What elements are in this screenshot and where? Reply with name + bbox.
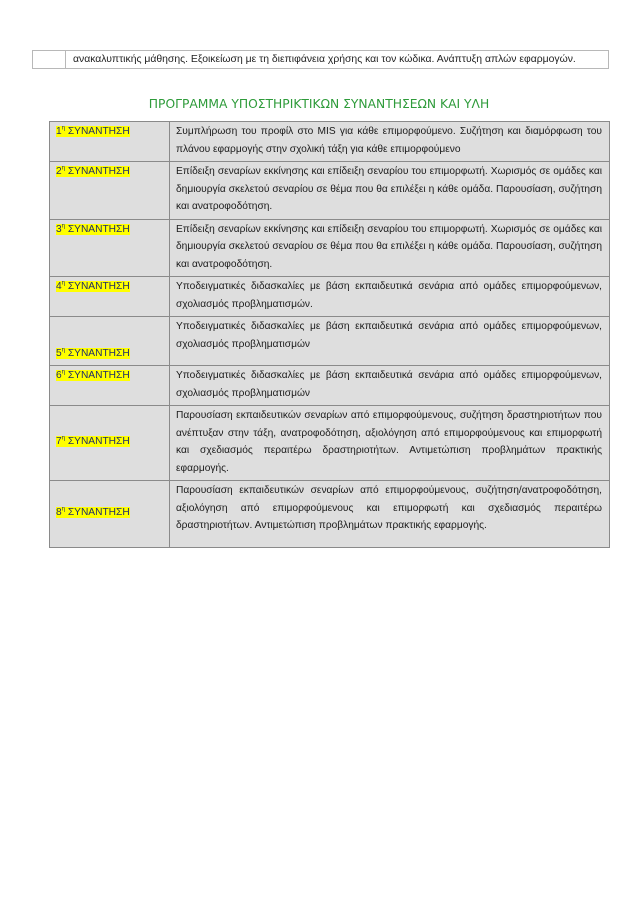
- meeting-word: ΣΥΝΑΝΤΗΣΗ: [67, 166, 130, 177]
- meeting-description: Παρουσίαση εκπαιδευτικών σεναρίων από επιμορφούμενους, συζήτηση δραστηριοτήτων που ανέπτυξαν στην τάξη, ανατροφοδότηση, αξιολόγηση από επιμορφούμενους και επιμορφωτή και σχεδιασμός περαιτέρω δραστηριοτήτων. Αντιμετώπιση προβλημάτων πρακτικής εφαρμογής.: [170, 406, 610, 481]
- table-row: [50, 277, 610, 317]
- meeting-description: Υποδειγματικές διδασκαλίες με βάση εκπαιδευτικά σενάρια από ομάδες επιμορφούμενων, σχολιασμός προβληματισμών: [170, 317, 610, 366]
- meeting-label-cell: [50, 122, 170, 162]
- meeting-word: ΣΥΝΑΝΤΗΣΗ: [67, 370, 130, 381]
- meeting-word: ΣΥΝΑΝΤΗΣΗ: [67, 507, 130, 518]
- page-title: ΠΡΟΓΡΑΜΜΑ ΥΠΟΣΤΗΡΙΚΤΙΚΩΝ ΣΥΝΑΝΤΗΣΕΩΝ ΚΑΙ ΥΛΗ: [148, 97, 490, 111]
- table-row: [50, 481, 610, 548]
- meeting-description: Συμπλήρωση του προφίλ στο MIS για κάθε επιμορφούμενο. Συζήτηση και διαμόρφωση του πλάνου εφαρμογής στην σχολική τάξη για κάθε επιμορφούμενο: [170, 122, 610, 162]
- table-row: [50, 219, 610, 277]
- meeting-label: [56, 348, 130, 359]
- meeting-label-cell: [50, 481, 170, 548]
- meeting-label-cell: [50, 366, 170, 406]
- meeting-word: ΣΥΝΑΝΤΗΣΗ: [67, 436, 130, 448]
- previous-table-row: [32, 50, 609, 69]
- meeting-label-cell: [50, 317, 170, 366]
- meeting-label: [56, 166, 130, 177]
- meeting-word: ΣΥΝΑΝΤΗΣΗ: [67, 281, 130, 292]
- table-row: [50, 122, 610, 162]
- table-row: [50, 406, 610, 481]
- meeting-label: [56, 507, 130, 518]
- meeting-description: Παρουσίαση εκπαιδευτικών σεναρίων από επιμορφούμενους, συζήτηση/ανατροφοδότηση, αξιολόγηση από επιμορφούμενους και επιμορφωτή και σχεδιασμός περαιτέρω δραστηριοτήτων. Αντιμετώπιση προβλημάτων πρακτικής εφαρμογής.: [170, 481, 610, 548]
- meeting-label-cell: [50, 406, 170, 481]
- meeting-label-cell: [50, 219, 170, 277]
- meeting-label: [56, 224, 130, 235]
- meeting-word: ΣΥΝΑΝΤΗΣΗ: [67, 223, 130, 235]
- meeting-number: 2: [56, 166, 62, 177]
- meeting-number: 5: [56, 347, 62, 359]
- previous-row-text: ανακαλυπτικής μάθησης. Εξοικείωση με τη διεπιφάνεια χρήσης και τον κώδικα. Ανάπτυξη απλών εφαρμογών.: [73, 54, 576, 65]
- meeting-number: 1: [56, 126, 62, 137]
- meeting-label-cell: [50, 277, 170, 317]
- meeting-ordinal: η: [61, 435, 66, 442]
- meeting-ordinal: η: [61, 280, 66, 287]
- meetings-table: [49, 121, 610, 548]
- meeting-description: Επίδειξη σεναρίων εκκίνησης και επίδειξη σεναρίου του επιμορφωτή. Χωρισμός σε ομάδες και δημιουργία σκελετού σεναρίου σε θέμα που θα επιλέξει η κάθε ομάδα. Παρουσίαση, συζήτηση και ανατροφοδότηση.: [170, 219, 610, 277]
- table-row: [50, 162, 610, 220]
- table-row: [50, 366, 610, 406]
- meeting-label: [56, 370, 130, 381]
- table-row: [50, 317, 610, 366]
- meeting-number: 7: [56, 436, 62, 448]
- meeting-ordinal: η: [61, 347, 66, 354]
- meeting-description: Υποδειγματικές διδασκαλίες με βάση εκπαιδευτικά σενάρια από ομάδες επιμορφούμενων, σχολιασμός προβληματισμών.: [170, 277, 610, 317]
- meeting-label: [56, 436, 130, 447]
- meeting-label: [56, 126, 130, 137]
- meeting-ordinal: η: [61, 223, 66, 230]
- meeting-description: Υποδειγματικές διδασκαλίες με βάση εκπαιδευτικά σενάρια από ομάδες επιμορφούμενων, σχολιασμός προβληματισμών: [170, 366, 610, 406]
- meeting-label: [56, 281, 130, 292]
- previous-row-empty-cell: [33, 51, 66, 68]
- meeting-description: Επίδειξη σεναρίων εκκίνησης και επίδειξη σεναρίου του επιμορφωτή. Χωρισμός σε ομάδες και δημιουργία σκελετού σεναρίου σε θέμα που θα επιλέξει η κάθε ομάδα. Παρουσίαση, συζήτηση και ανατροφοδότηση.: [170, 162, 610, 220]
- meeting-word: ΣΥΝΑΝΤΗΣΗ: [67, 126, 130, 137]
- meeting-ordinal: η: [61, 369, 66, 376]
- meeting-label-cell: [50, 162, 170, 220]
- meeting-ordinal: η: [61, 506, 66, 513]
- meeting-number: 3: [56, 223, 62, 235]
- meeting-ordinal: η: [61, 165, 66, 172]
- meeting-number: 8: [56, 507, 62, 518]
- meeting-number: 6: [56, 370, 62, 381]
- meeting-ordinal: η: [61, 125, 66, 132]
- meeting-number: 4: [56, 281, 62, 292]
- meeting-word: ΣΥΝΑΝΤΗΣΗ: [67, 347, 130, 359]
